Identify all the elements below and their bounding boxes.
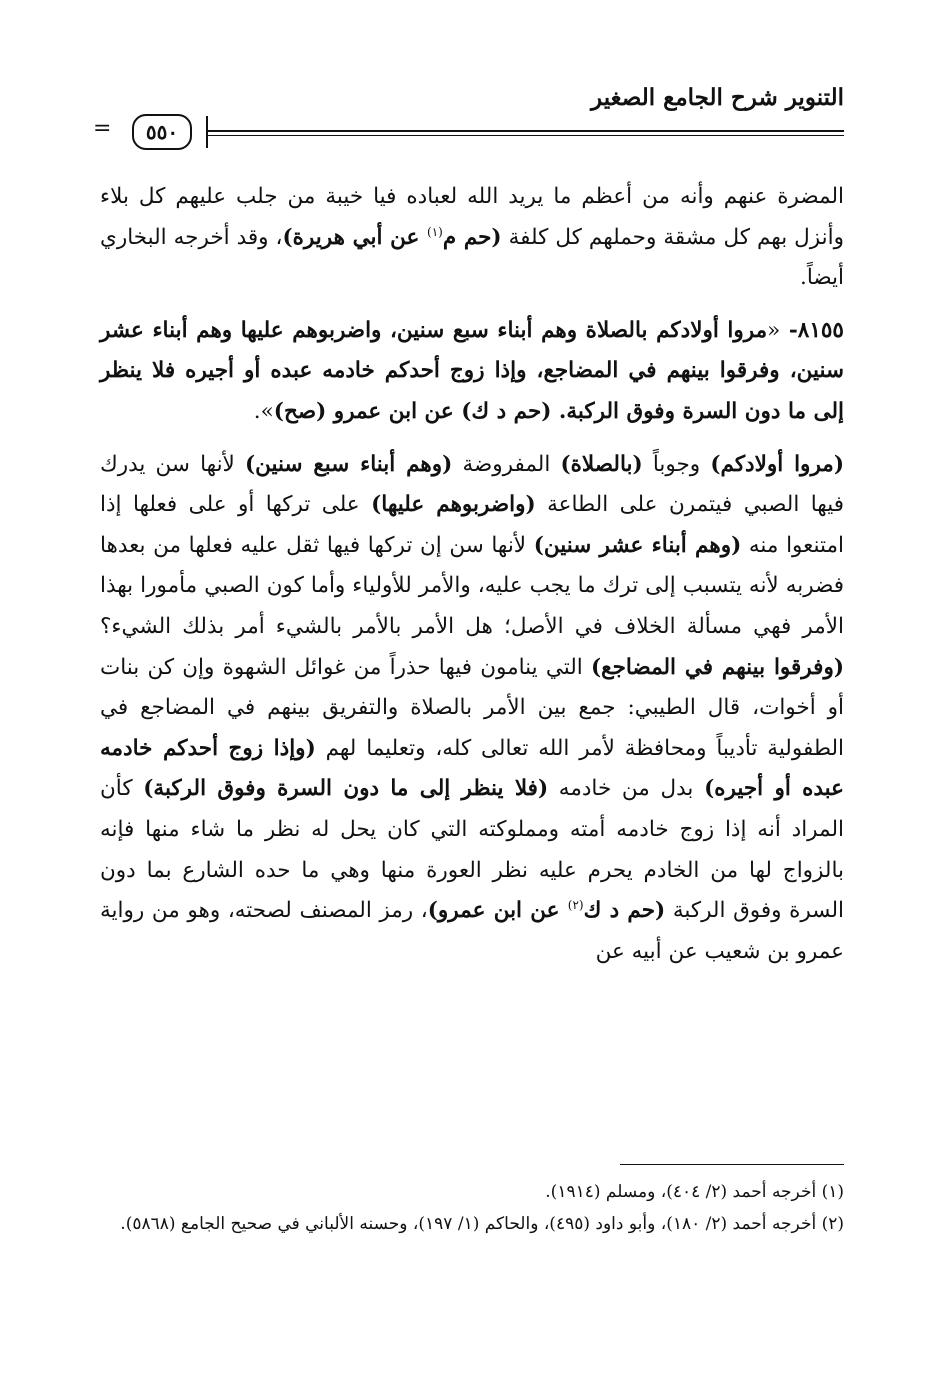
page-number-frame bbox=[118, 112, 206, 152]
commentary-paragraph bbox=[100, 445, 844, 973]
text-run: التي ينامون فيها حذراً من غوائل الشهوة وإن كن بنات أو أخوات، قال الطيبي: جمع بين الأمر بالصلاة والتفريق بينهم في المضاجع في الطفولية تأديباً ومحافظة لأمر الله تعالى كله، وتعليما لهم bbox=[100, 654, 845, 761]
quoted-phrase: (واضربوهم عليها) bbox=[371, 492, 536, 518]
source-ref: (حم م bbox=[442, 224, 502, 250]
footnote-marker: (١) bbox=[427, 224, 443, 239]
header-rule-thick bbox=[136, 130, 844, 132]
paragraph-1 bbox=[100, 177, 844, 299]
quote-mark: « bbox=[767, 317, 781, 343]
text-run: وجوباً bbox=[642, 451, 711, 477]
source-ref: عن ابن عمرو) bbox=[427, 898, 568, 924]
footnote-separator bbox=[620, 1164, 844, 1165]
footnote-marker: (٢) bbox=[567, 897, 584, 912]
running-title: التنوير شرح الجامع الصغير bbox=[591, 84, 844, 111]
quoted-phrase: (وإذا زوج أحدكم خادمه عبده أو أجيره) bbox=[100, 735, 844, 802]
quoted-phrase: (فلا ينظر إلى ما دون السرة وفوق الركبة) bbox=[143, 776, 549, 802]
hadith-paragraph bbox=[100, 311, 844, 433]
header-rule-thin bbox=[136, 135, 844, 136]
source-ref: عن أبي هريرة) bbox=[282, 224, 428, 250]
footnotes bbox=[100, 1176, 844, 1240]
quote-mark: ». bbox=[253, 398, 274, 424]
text-run: لأنها سن إن تركها فيها ثقل عليه فعلها من بعدها فضربه لأنه يتسبب إلى ترك ما يجب عليه، والأمر للأولياء وأما كون الصبي مأمورا بهذا الأمر فهي مسألة الخلاف في الأصل؛ هل الأمر بالأمر بالشيء أمر بذلك الشيء؟ bbox=[100, 532, 844, 639]
hadith-text: مروا أولادكم بالصلاة وهم أبناء سبع سنين، واضربوهم عليها وهم أبناء عشر سنين، وفرقوا بينهم في المضاجع، وإذا زوج أحدكم خادمه عبده أو أجيره فلا ينظر إلى ما دون السرة وفوق الركبة. (حم د ك) عن ابن عمرو (صح) bbox=[100, 317, 844, 424]
quoted-phrase: (بالصلاة) bbox=[560, 451, 643, 477]
main-text bbox=[100, 177, 844, 984]
footnote-1: (١) أخرجه أحمد (٢/ ٤٠٤)، ومسلم (١٩١٤). bbox=[545, 1182, 844, 1202]
text-run: بدل من خادمه bbox=[548, 776, 705, 802]
text-run: ، وقد أخرجه البخاري أيضاً. bbox=[100, 224, 844, 291]
quoted-phrase: (مروا أولادكم) bbox=[710, 451, 844, 477]
text-run: كأن المراد أنه إذا زوج خادمه أمته ومملوكته التي كان يحل له نظر ما شاء منها فإنه بالزواج لها من الخادم يحرم عليه نظر العورة منها وهي ما حده الشارع بما دون السرة وفوق الركبة bbox=[100, 776, 844, 924]
text-run: لأنها سن يدرك فيها الصبي فيتمرن على الطاعة bbox=[100, 451, 844, 518]
text-run: على تركها أو على فعلها إذا امتنعوا منه bbox=[100, 492, 844, 558]
quoted-phrase: (وهم أبناء عشر سنين) bbox=[533, 532, 742, 558]
footnote-2: (٢) أخرجه أحمد (٢/ ١٨٠)، وأبو داود (٤٩٥)، والحاكم (١/ ١٩٧)، وحسنه الألباني في صحيح الجامع (٥٨٦٨). bbox=[120, 1214, 844, 1234]
page-number: ٥٥٠ bbox=[132, 114, 192, 150]
hadith-number: ٨١٥٥- bbox=[780, 317, 844, 343]
quoted-phrase: (وفرقوا بينهم في المضاجع) bbox=[590, 654, 844, 680]
quoted-phrase: (وهم أبناء سبع سنين) bbox=[245, 451, 453, 477]
source-ref: (حم د ك bbox=[583, 898, 666, 924]
text-run: ، رمز المصنف لصحته، وهو من رواية عمرو بن شعيب عن أبيه عن bbox=[100, 898, 844, 964]
page-number-dash: = bbox=[93, 116, 112, 141]
text-run: المفروضة bbox=[452, 451, 561, 477]
text-run: المضرة عنهم وأنه من أعظم ما يريد الله لعباده فيا خيبة من جلب عليهم كل بلاء وأنزل بهم كل مشقة وحملهم كل كلفة bbox=[100, 184, 845, 250]
